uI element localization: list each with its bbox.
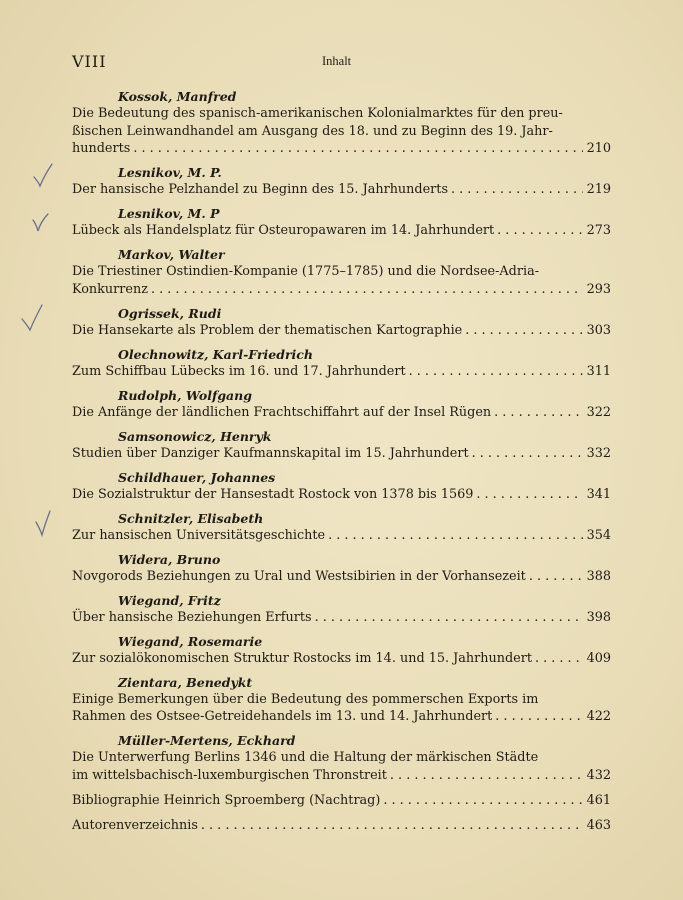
entry-title-text: Autorenverzeichnis bbox=[72, 817, 198, 833]
entry-page-number: 398 bbox=[586, 609, 611, 625]
entry-page-number: 311 bbox=[586, 363, 611, 379]
toc-entry bbox=[72, 165, 611, 199]
dot-leader bbox=[383, 792, 582, 810]
entry-page-number: 422 bbox=[586, 709, 611, 724]
dot-leader bbox=[315, 609, 583, 627]
toc-entry bbox=[72, 511, 611, 545]
entry-author: Wiegand, Rosemarie bbox=[118, 633, 263, 649]
entry-page-number: 210 bbox=[586, 141, 611, 156]
entry-page-number: 303 bbox=[586, 322, 611, 338]
entry-author: Wiegand, Fritz bbox=[118, 592, 221, 608]
dot-leader bbox=[465, 322, 582, 340]
entry-author: Rudolph, Wolfgang bbox=[118, 387, 252, 403]
toc-entry bbox=[72, 593, 611, 627]
entry-title-text: Zur hansischen Universitätsgeschichte bbox=[72, 527, 326, 543]
dot-leader bbox=[495, 708, 582, 726]
entry-title-line bbox=[72, 222, 611, 240]
entry-title-text: im wittelsbachisch-luxemburgischen Thronstreit bbox=[72, 767, 387, 783]
check-mark bbox=[34, 164, 52, 186]
entry-author: Markov, Walter bbox=[118, 247, 225, 262]
entry-title-line bbox=[72, 181, 611, 199]
entry-author: Lesnikov, M. P. bbox=[118, 165, 222, 180]
dot-leader bbox=[476, 486, 582, 504]
toc-entry bbox=[72, 817, 611, 835]
check-mark bbox=[36, 511, 50, 535]
entry-title-text: Konkurrenz bbox=[72, 281, 148, 297]
entry-page-number: 332 bbox=[586, 445, 611, 461]
entry-title-line bbox=[72, 767, 611, 785]
entry-title-line bbox=[72, 123, 611, 141]
entry-page-number: 461 bbox=[586, 792, 611, 808]
entry-title-line bbox=[72, 708, 611, 726]
toc-entry bbox=[72, 552, 611, 586]
check-mark bbox=[33, 214, 48, 231]
entry-title-line bbox=[72, 749, 611, 767]
entry-title-text: Studien über Danziger Kaufmannskapital im 15. Jahrhundert bbox=[72, 445, 469, 461]
entry-title-line bbox=[72, 445, 611, 463]
toc-entry bbox=[72, 347, 611, 381]
entry-title-text: Die Anfänge der ländlichen Frachtschiffahrt auf der Insel Rügen bbox=[72, 404, 492, 420]
entry-title-line bbox=[72, 322, 611, 340]
entry-title-line bbox=[72, 105, 611, 123]
toc-entry bbox=[72, 675, 611, 726]
entry-author: Olechnowitz, Karl-Friedrich bbox=[118, 346, 314, 362]
entry-title-line bbox=[72, 140, 611, 158]
running-head: Inhalt bbox=[322, 54, 352, 68]
entry-title-text: Novgorods Beziehungen zu Ural und Westsibirien in der Vorhansezeit bbox=[72, 568, 526, 584]
dot-leader bbox=[133, 140, 582, 158]
page-number: VIII bbox=[72, 52, 107, 71]
page-header bbox=[72, 52, 612, 72]
entry-title-line bbox=[72, 486, 611, 504]
entry-page-number: 354 bbox=[586, 527, 611, 543]
entry-page-number: 219 bbox=[586, 182, 611, 197]
entry-title-text: hunderts bbox=[72, 141, 131, 156]
entry-title-line bbox=[72, 263, 611, 281]
entry-title-line bbox=[72, 363, 611, 381]
toc-entry bbox=[72, 206, 611, 240]
entry-page-number: 388 bbox=[586, 568, 611, 584]
dot-leader bbox=[535, 650, 583, 668]
entry-title-line bbox=[72, 281, 611, 299]
dot-leader bbox=[494, 404, 582, 422]
dot-leader bbox=[201, 817, 583, 835]
entry-author: Widera, Bruno bbox=[118, 551, 221, 567]
entry-title-text: Rahmen des Ostsee-Getreidehandels im 13. und 14. Jahrhundert bbox=[72, 709, 493, 724]
entry-title-line bbox=[72, 609, 611, 627]
entry-page-number: 341 bbox=[586, 486, 611, 502]
dot-leader bbox=[390, 767, 583, 785]
toc-entry bbox=[72, 634, 611, 668]
entry-title-text: Zum Schiffbau Lübecks im 16. und 17. Jahrhundert bbox=[72, 363, 406, 379]
entry-title-text: Einige Bemerkungen über die Bedeutung des pommerschen Exports im bbox=[72, 691, 539, 707]
toc-entry bbox=[72, 429, 611, 463]
dot-leader bbox=[472, 445, 583, 463]
entry-author: Zientara, Benedykt bbox=[118, 674, 253, 690]
dot-leader bbox=[151, 281, 583, 299]
entry-title-text: Die Unterwerfung Berlins 1346 und die Haltung der märkischen Städte bbox=[72, 750, 539, 765]
entry-title-line bbox=[72, 792, 611, 810]
check-mark bbox=[22, 305, 42, 330]
toc-entry bbox=[72, 89, 611, 158]
dot-leader bbox=[529, 568, 583, 586]
entry-page-number: 293 bbox=[586, 281, 611, 297]
entry-title-text: Die Hansekarte als Problem der thematischen Kartographie bbox=[72, 322, 463, 338]
toc-entry bbox=[72, 792, 611, 810]
dot-leader bbox=[451, 181, 583, 199]
entry-title-line bbox=[72, 527, 611, 545]
entry-author: Ogrissek, Rudi bbox=[118, 305, 222, 321]
entry-page-number: 322 bbox=[586, 404, 611, 420]
toc-entry bbox=[72, 247, 611, 298]
entry-page-number: 409 bbox=[586, 650, 611, 666]
entry-author: Müller-Mertens, Eckhard bbox=[118, 733, 296, 748]
entry-author: Lesnikov, M. P bbox=[118, 206, 220, 221]
dot-leader bbox=[328, 527, 582, 545]
entry-title-text: Zur sozialökonomischen Struktur Rostocks im 14. und 15. Jahrhundert bbox=[72, 650, 532, 666]
entry-title-text: Bibliographie Heinrich Sproemberg (Nachtrag) bbox=[72, 792, 381, 808]
dot-leader bbox=[409, 363, 583, 381]
entry-title-line bbox=[72, 404, 611, 422]
entry-page-number: 273 bbox=[586, 223, 611, 238]
entry-title-text: Der hansische Pelzhandel zu Beginn des 15. Jahrhunderts bbox=[72, 182, 449, 197]
toc-entry bbox=[72, 306, 611, 340]
entry-title-line bbox=[72, 691, 611, 709]
entry-author: Schildhauer, Johannes bbox=[118, 469, 276, 485]
entry-title-line bbox=[72, 568, 611, 586]
entry-author: Kossok, Manfred bbox=[118, 89, 237, 104]
entry-page-number: 463 bbox=[586, 817, 611, 833]
entry-title-line bbox=[72, 817, 611, 835]
dot-leader bbox=[497, 222, 582, 240]
entry-author: Samsonowicz, Henryk bbox=[118, 428, 272, 444]
table-of-contents bbox=[72, 89, 611, 842]
entry-author: Schnitzler, Elisabeth bbox=[118, 510, 264, 526]
entry-title-text: Die Triestiner Ostindien-Kompanie (1775–1785) und die Nordsee-Adria- bbox=[72, 264, 540, 279]
entry-title-line bbox=[72, 650, 611, 668]
entry-title-text: Die Sozialstruktur der Hansestadt Rostock von 1378 bis 1569 bbox=[72, 486, 474, 502]
entry-title-text: ßischen Leinwandhandel am Ausgang des 18. und zu Beginn des 19. Jahr- bbox=[72, 123, 553, 139]
toc-entry bbox=[72, 388, 611, 422]
entry-title-text: Die Bedeutung des spanisch-amerikanischen Kolonialmarktes für den preu- bbox=[72, 106, 563, 121]
entry-title-text: Lübeck als Handelsplatz für Osteuropawaren im 14. Jahrhundert bbox=[72, 223, 495, 238]
entry-page-number: 432 bbox=[586, 767, 611, 783]
toc-entry bbox=[72, 733, 611, 784]
entry-title-text: Über hansische Beziehungen Erfurts bbox=[72, 609, 312, 625]
toc-entry bbox=[72, 470, 611, 504]
